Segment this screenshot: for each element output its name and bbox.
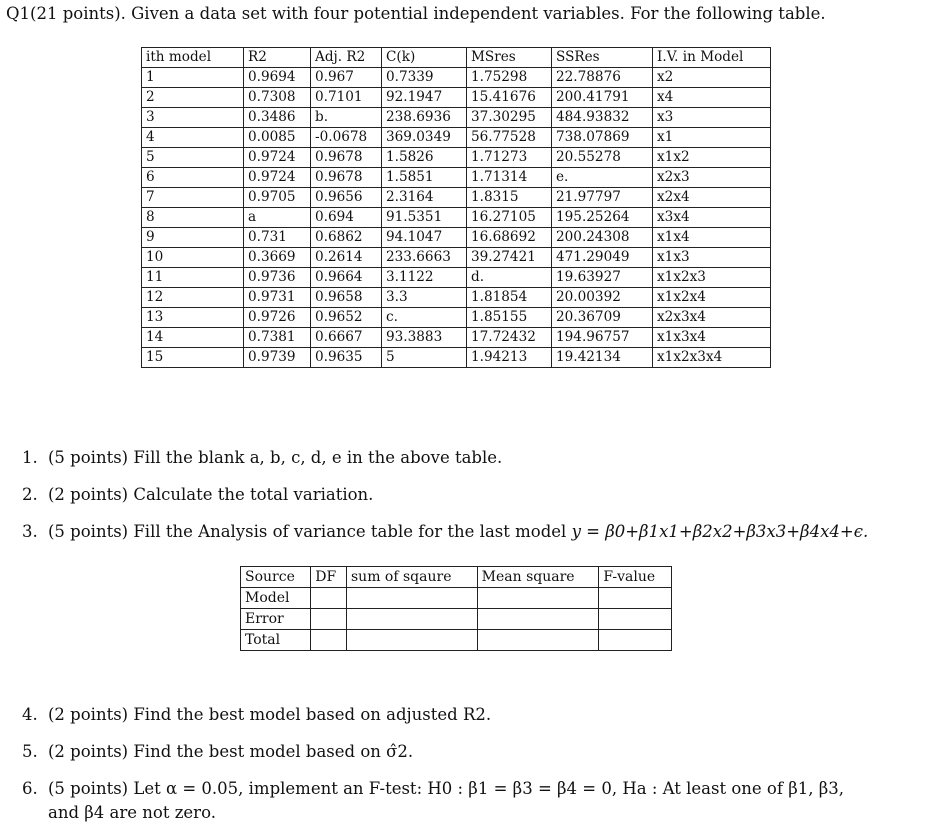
table-cell: 20.55278: [552, 148, 653, 168]
table-cell: 0.9635: [311, 348, 382, 368]
anova-cell: [311, 609, 347, 630]
table-cell: 0.9694: [244, 68, 311, 88]
table-cell: x1x2x4: [653, 288, 771, 308]
anova-cell: [599, 588, 672, 609]
table-cell: 0.731: [244, 228, 311, 248]
table-cell: 16.68692: [467, 228, 552, 248]
col-header: MSres: [467, 48, 552, 68]
table-cell: x1x2x3: [653, 268, 771, 288]
table-cell: 39.27421: [467, 248, 552, 268]
table-cell: x3: [653, 108, 771, 128]
anova-col-header: DF: [311, 567, 347, 588]
table-cell: 12: [142, 288, 244, 308]
model-row: [142, 308, 771, 328]
table-cell: -0.0678: [311, 128, 382, 148]
table-cell: 1.71314: [467, 168, 552, 188]
table-cell: x2x3: [653, 168, 771, 188]
table-cell: 6: [142, 168, 244, 188]
table-cell: 0.9731: [244, 288, 311, 308]
question-title: Q1(21 points). Given a data set with four potential independent variables. For the following table.: [6, 4, 826, 23]
table-cell: 16.27105: [467, 208, 552, 228]
table-cell: 1.8315: [467, 188, 552, 208]
anova-col-header: F-value: [599, 567, 672, 588]
table-cell: 0.9724: [244, 148, 311, 168]
table-cell: 0.7339: [382, 68, 467, 88]
table-cell: 20.00392: [552, 288, 653, 308]
table-cell: 0.9736: [244, 268, 311, 288]
table-cell: 1.71273: [467, 148, 552, 168]
table-cell: 0.7308: [244, 88, 311, 108]
anova-col-header: Mean square: [477, 567, 599, 588]
model-row: [142, 328, 771, 348]
anova-table-body: [241, 588, 672, 651]
table-cell: 1.5826: [382, 148, 467, 168]
model-row: [142, 108, 771, 128]
table-cell: 238.6936: [382, 108, 467, 128]
table-cell: 0.9656: [311, 188, 382, 208]
table-cell: 0.7101: [311, 88, 382, 108]
anova-cell: [599, 630, 672, 651]
table-cell: x1x2: [653, 148, 771, 168]
table-cell: 4: [142, 128, 244, 148]
table-cell: 0.9664: [311, 268, 382, 288]
table-cell: 20.36709: [552, 308, 653, 328]
table-cell: x1x3: [653, 248, 771, 268]
col-header: R2: [244, 48, 311, 68]
table-cell: 22.78876: [552, 68, 653, 88]
anova-table: [240, 566, 672, 651]
anova-cell: [477, 588, 599, 609]
model-table: [141, 47, 771, 368]
table-cell: 19.42134: [552, 348, 653, 368]
table-cell: e.: [552, 168, 653, 188]
anova-cell: [347, 609, 478, 630]
model-table-body: [142, 68, 771, 368]
table-cell: 195.25264: [552, 208, 653, 228]
model-row: [142, 348, 771, 368]
table-cell: 0.9652: [311, 308, 382, 328]
table-cell: 738.07869: [552, 128, 653, 148]
model-row: [142, 68, 771, 88]
question-item-1: 1. (5 points) Fill the blank a, b, c, d, e in the above table.: [22, 448, 503, 467]
anova-cell: [599, 609, 672, 630]
model-row: [142, 148, 771, 168]
table-cell: 1: [142, 68, 244, 88]
table-cell: x2x3x4: [653, 308, 771, 328]
table-cell: 1.85155: [467, 308, 552, 328]
anova-cell: Error: [241, 609, 311, 630]
table-cell: 0.3486: [244, 108, 311, 128]
anova-cell: [311, 588, 347, 609]
model-row: [142, 228, 771, 248]
model-row: [142, 288, 771, 308]
table-cell: 369.0349: [382, 128, 467, 148]
question-item-5: 5. (2 points) Find the best model based on σ̂2.: [22, 742, 414, 761]
table-cell: 0.9739: [244, 348, 311, 368]
table-cell: b.: [311, 108, 382, 128]
table-cell: 0.9726: [244, 308, 311, 328]
table-cell: x1x4: [653, 228, 771, 248]
table-cell: 5: [382, 348, 467, 368]
table-cell: 0.9678: [311, 148, 382, 168]
table-cell: 0.2614: [311, 248, 382, 268]
table-cell: 94.1047: [382, 228, 467, 248]
col-header: SSRes: [552, 48, 653, 68]
question-item-3: 3. (5 points) Fill the Analysis of variance table for the last model y = β0+β1x1+β2x2+β3x3+β4x4+ϵ.: [22, 522, 869, 541]
table-cell: x1x2x3x4: [653, 348, 771, 368]
table-cell: 21.97797: [552, 188, 653, 208]
col-header: I.V. in Model: [653, 48, 771, 68]
anova-row: [241, 609, 672, 630]
table-cell: 1.81854: [467, 288, 552, 308]
model-table-header: [142, 48, 771, 68]
anova-cell: [477, 609, 599, 630]
model-row: [142, 128, 771, 148]
table-cell: 13: [142, 308, 244, 328]
table-cell: x2: [653, 68, 771, 88]
table-cell: x2x4: [653, 188, 771, 208]
table-cell: 0.9658: [311, 288, 382, 308]
model-row: [142, 208, 771, 228]
table-cell: 3.1122: [382, 268, 467, 288]
table-cell: 471.29049: [552, 248, 653, 268]
table-cell: 194.96757: [552, 328, 653, 348]
table-cell: x1x3x4: [653, 328, 771, 348]
table-cell: 1.94213: [467, 348, 552, 368]
model-row: [142, 168, 771, 188]
table-cell: x1: [653, 128, 771, 148]
question-item-2: 2. (2 points) Calculate the total variation.: [22, 485, 374, 504]
anova-cell: [347, 588, 478, 609]
table-cell: x3x4: [653, 208, 771, 228]
table-cell: 0.9705: [244, 188, 311, 208]
table-cell: 3: [142, 108, 244, 128]
table-cell: 10: [142, 248, 244, 268]
question-item-6-continued: and β4 are not zero.: [48, 803, 216, 822]
table-cell: x4: [653, 88, 771, 108]
col-header: C(k): [382, 48, 467, 68]
col-header: ith model: [142, 48, 244, 68]
model-formula: y = β0+β1x1+β2x2+β3x3+β4x4+ϵ.: [571, 522, 869, 541]
table-cell: 8: [142, 208, 244, 228]
table-cell: 0.0085: [244, 128, 311, 148]
anova-cell: [477, 630, 599, 651]
table-cell: 5: [142, 148, 244, 168]
question-item-4: 4. (2 points) Find the best model based on adjusted R2.: [22, 705, 492, 724]
anova-row: [241, 588, 672, 609]
table-cell: 484.93832: [552, 108, 653, 128]
anova-cell: Total: [241, 630, 311, 651]
table-cell: 0.6667: [311, 328, 382, 348]
table-cell: 93.3883: [382, 328, 467, 348]
table-cell: 2: [142, 88, 244, 108]
question-item-6: 6. (5 points) Let α = 0.05, implement an F-test: H0 : β1 = β3 = β4 = 0, Ha : At least one of β1, β3, and β4 are not zero.: [22, 779, 845, 822]
table-cell: 0.967: [311, 68, 382, 88]
table-cell: 233.6663: [382, 248, 467, 268]
table-cell: 91.5351: [382, 208, 467, 228]
table-cell: 14: [142, 328, 244, 348]
table-cell: 1.5851: [382, 168, 467, 188]
table-cell: 2.3164: [382, 188, 467, 208]
model-row: [142, 88, 771, 108]
anova-table-header: [241, 567, 672, 588]
table-cell: c.: [382, 308, 467, 328]
table-cell: d.: [467, 268, 552, 288]
table-cell: 0.3669: [244, 248, 311, 268]
anova-cell: [347, 630, 478, 651]
table-cell: 15: [142, 348, 244, 368]
table-cell: 0.9724: [244, 168, 311, 188]
table-cell: 0.694: [311, 208, 382, 228]
anova-cell: Model: [241, 588, 311, 609]
table-cell: 15.41676: [467, 88, 552, 108]
table-cell: a: [244, 208, 311, 228]
anova-cell: [311, 630, 347, 651]
table-cell: 0.6862: [311, 228, 382, 248]
table-cell: 200.41791: [552, 88, 653, 108]
table-cell: 19.63927: [552, 268, 653, 288]
table-cell: 37.30295: [467, 108, 552, 128]
table-cell: 3.3: [382, 288, 467, 308]
anova-col-header: sum of sqaure: [347, 567, 478, 588]
table-cell: 11: [142, 268, 244, 288]
model-row: [142, 268, 771, 288]
table-cell: 56.77528: [467, 128, 552, 148]
table-cell: 1.75298: [467, 68, 552, 88]
anova-col-header: Source: [241, 567, 311, 588]
model-row: [142, 248, 771, 268]
anova-row: [241, 630, 672, 651]
col-header: Adj. R2: [311, 48, 382, 68]
model-row: [142, 188, 771, 208]
table-cell: 7: [142, 188, 244, 208]
table-cell: 0.7381: [244, 328, 311, 348]
table-cell: 17.72432: [467, 328, 552, 348]
table-cell: 0.9678: [311, 168, 382, 188]
table-cell: 92.1947: [382, 88, 467, 108]
table-cell: 9: [142, 228, 244, 248]
table-cell: 200.24308: [552, 228, 653, 248]
